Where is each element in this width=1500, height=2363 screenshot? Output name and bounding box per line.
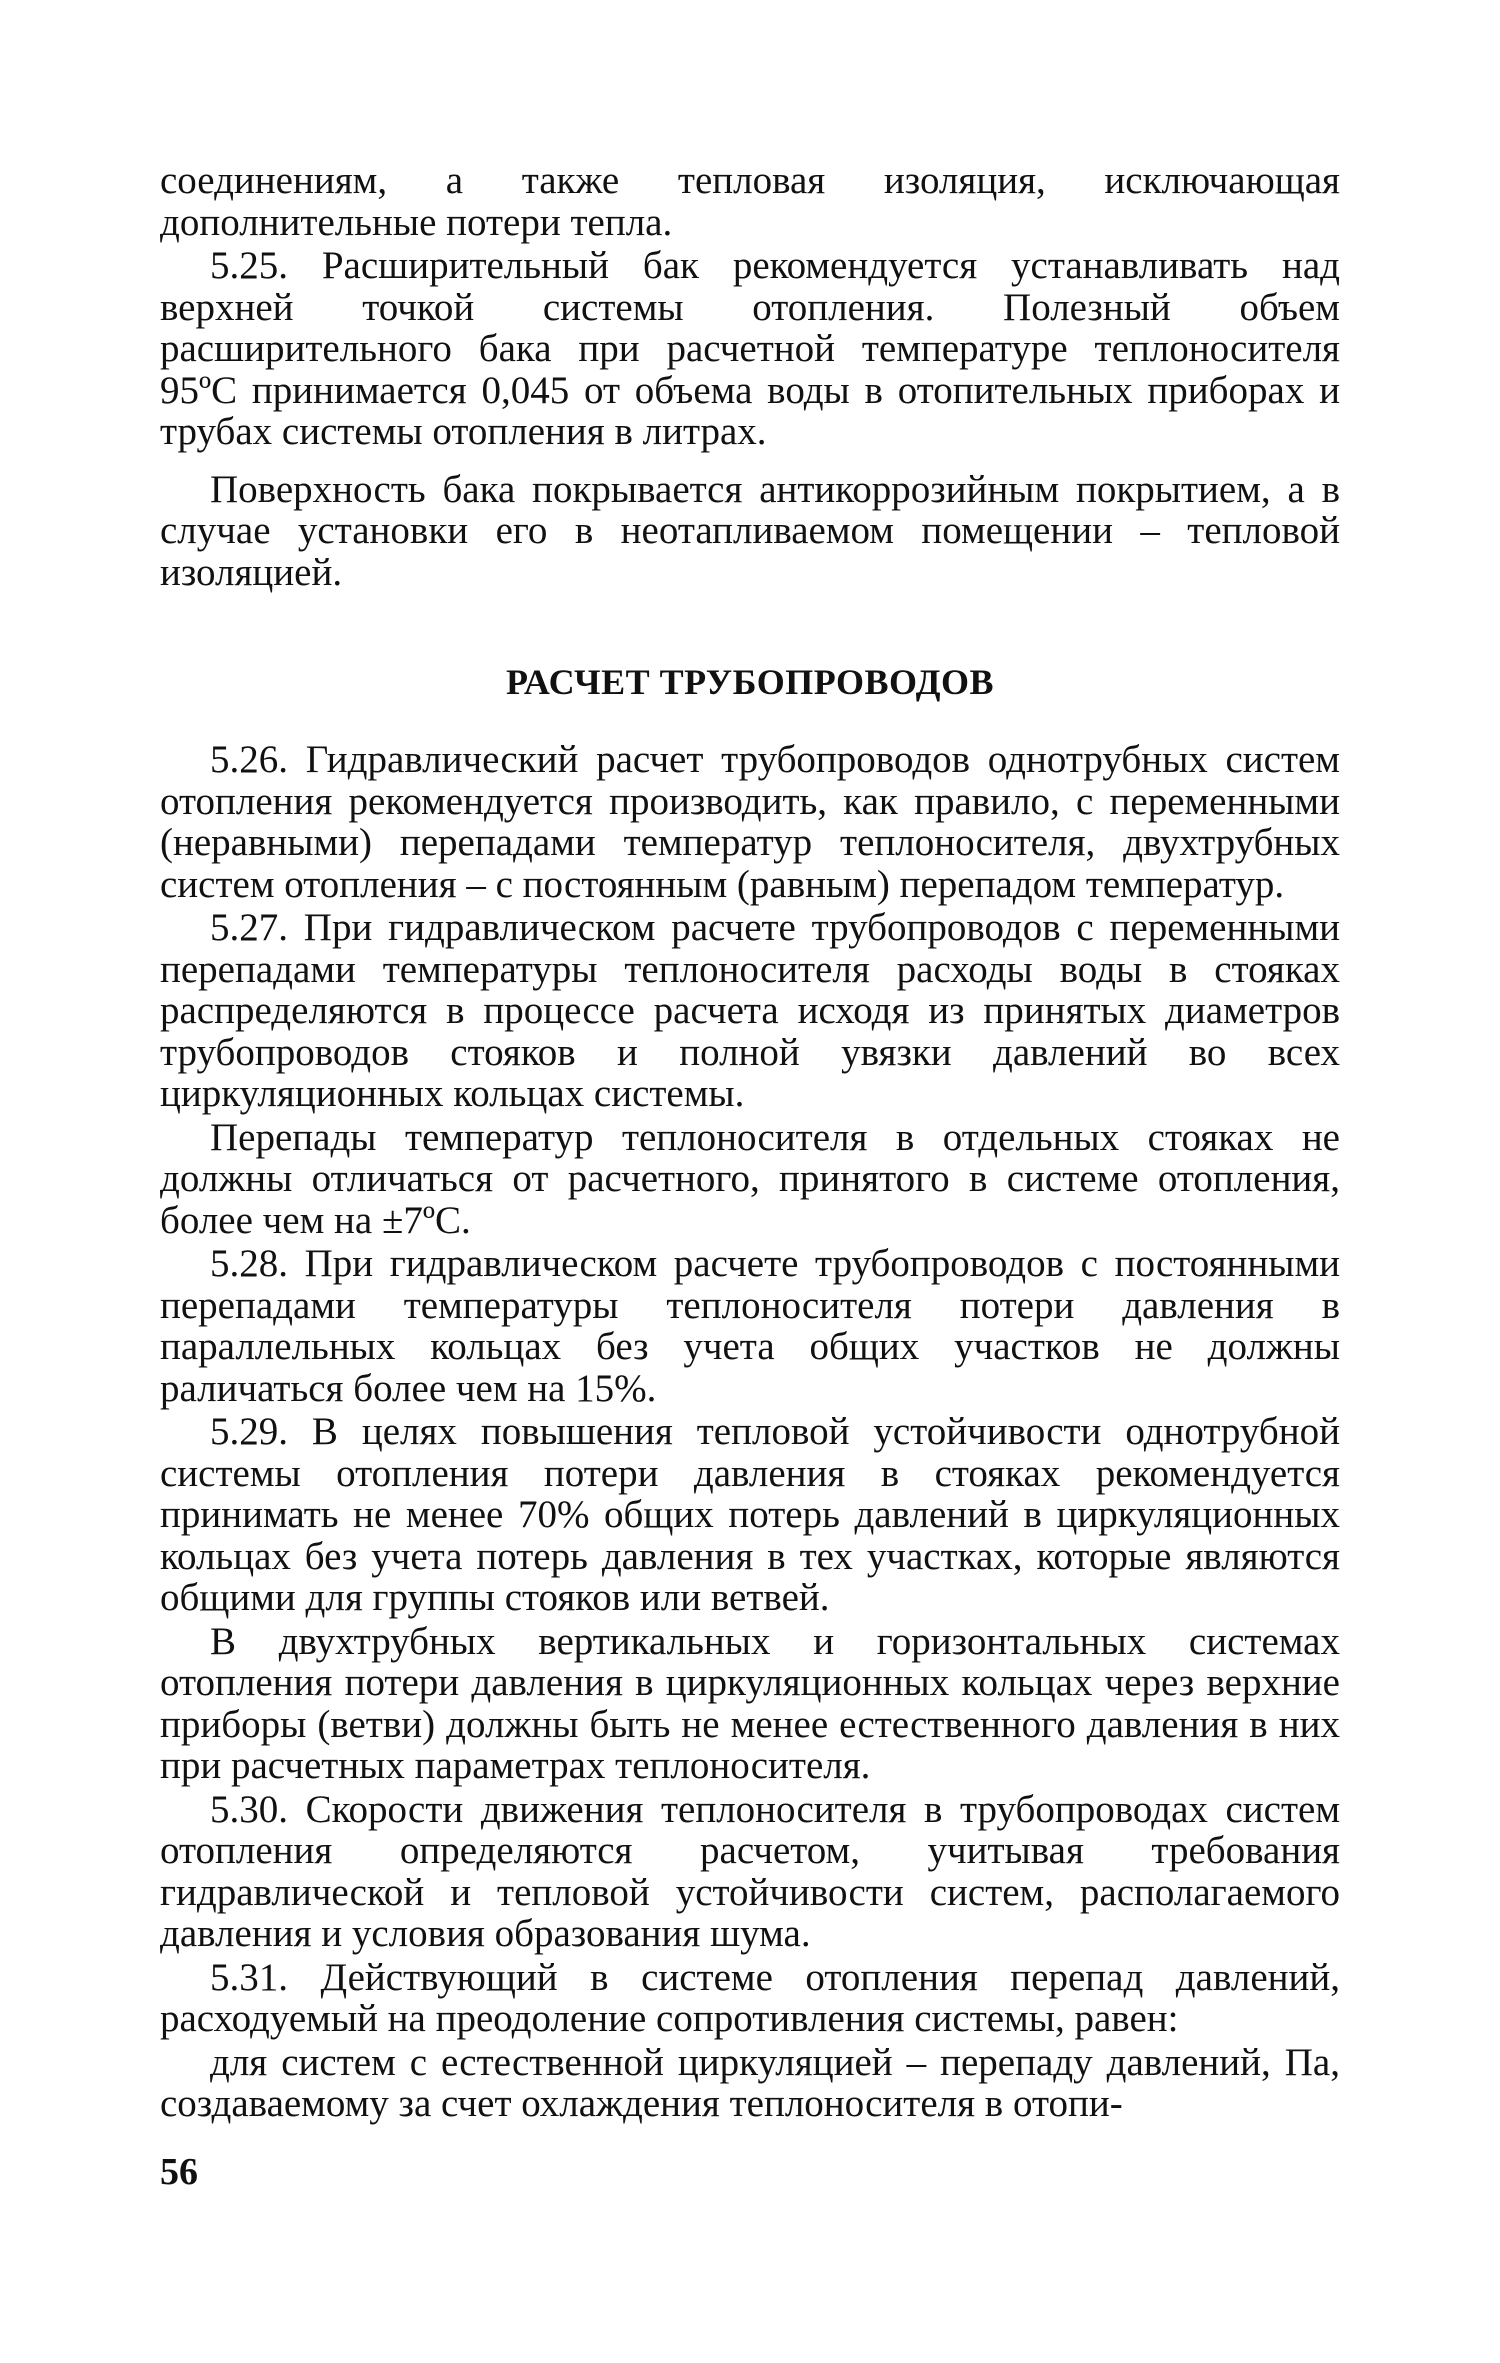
paragraph-temperature-differences: Перепады температур теплоносителя в отдельных стояках не должны отличаться от расчетного, принятого в системе отопления, более чем на ±7ºС.: [160, 1115, 1340, 1242]
paragraph-natural-circulation: для систем с естественной циркуляцией – перепаду давлений, Па, создаваемому за счет охлаждения теплоносителя в отопи-: [160, 2040, 1340, 2125]
paragraph-5-25: 5.25. Расширительный бак рекомендуется устанавливать над верхней точкой системы отопления. Полезный объем расширительного бака при расчетной температуре теплоносителя 95ºС принимается 0,045 от объема воды в отопительных приборах и трубах системы отопления в литрах.: [160, 244, 1340, 453]
paragraph-tank-surface: Поверхность бака покрывается антикоррозийным покрытием, а в случае установки его в неотапливаемом помещении – тепловой изоляцией.: [160, 467, 1340, 594]
section-heading: РАСЧЕТ ТРУБОПРОВОДОВ: [505, 662, 994, 702]
paragraph-two-pipe-systems: В двухтрубных вертикальных и горизонтальных системах отопления потери давления в циркуляционных кольцах через верхние приборы (ветви) должны быть не менее естественного давления в них при расчетных параметрах теплоносителя.: [160, 1619, 1340, 1787]
paragraph-5-29: 5.29. В целях повышения тепловой устойчивости однотрубной системы отопления потери давления в стояках рекомендуется принимать не менее 70% общих потерь давлений в циркуляционных кольцах без учета потерь давления в тех участках, которые являются общими для группы стояков или ветвей.: [160, 1410, 1340, 1619]
paragraph-5-26: 5.26. Гидравлический расчет трубопроводов однотрубных систем отопления рекомендуется производить, как правило, с переменными (неравными) перепадами температур теплоносителя, двухтрубных систем отопления – с постоянным (равным) перепадом температур.: [160, 738, 1340, 906]
document-page: [160, 160, 1340, 2125]
paragraph-5-31: 5.31. Действующий в системе отопления перепад давлений, расходуемый на преодоление сопротивления системы, равен:: [160, 1955, 1340, 2040]
paragraph-5-28: 5.28. При гидравлическом расчете трубопроводов с постоянными перепадами температуры теплоносителя потери давления в параллельных кольцах без учета общих участков не должны раличаться более чем на 15%.: [160, 1242, 1340, 1410]
paragraph-continuation: соединениям, а также тепловая изоляция, исключающая дополнительные потери тепла.: [160, 159, 1340, 244]
page-number: 56: [160, 2151, 198, 2193]
paragraph-5-27: 5.27. При гидравлическом расчете трубопроводов с переменными перепадами температуры теплоносителя расходы воды в стояках распределяются в процессе расчета исходя из принятых диаметров трубопроводов стояков и полной увязки давлений во всех циркуляционных кольцах системы.: [160, 906, 1340, 1115]
paragraph-5-30: 5.30. Скорости движения теплоносителя в трубопроводах систем отопления определяются расчетом, учитывая требования гидравлической и тепловой устойчивости систем, располагаемого давления и условия образования шума.: [160, 1787, 1340, 1955]
